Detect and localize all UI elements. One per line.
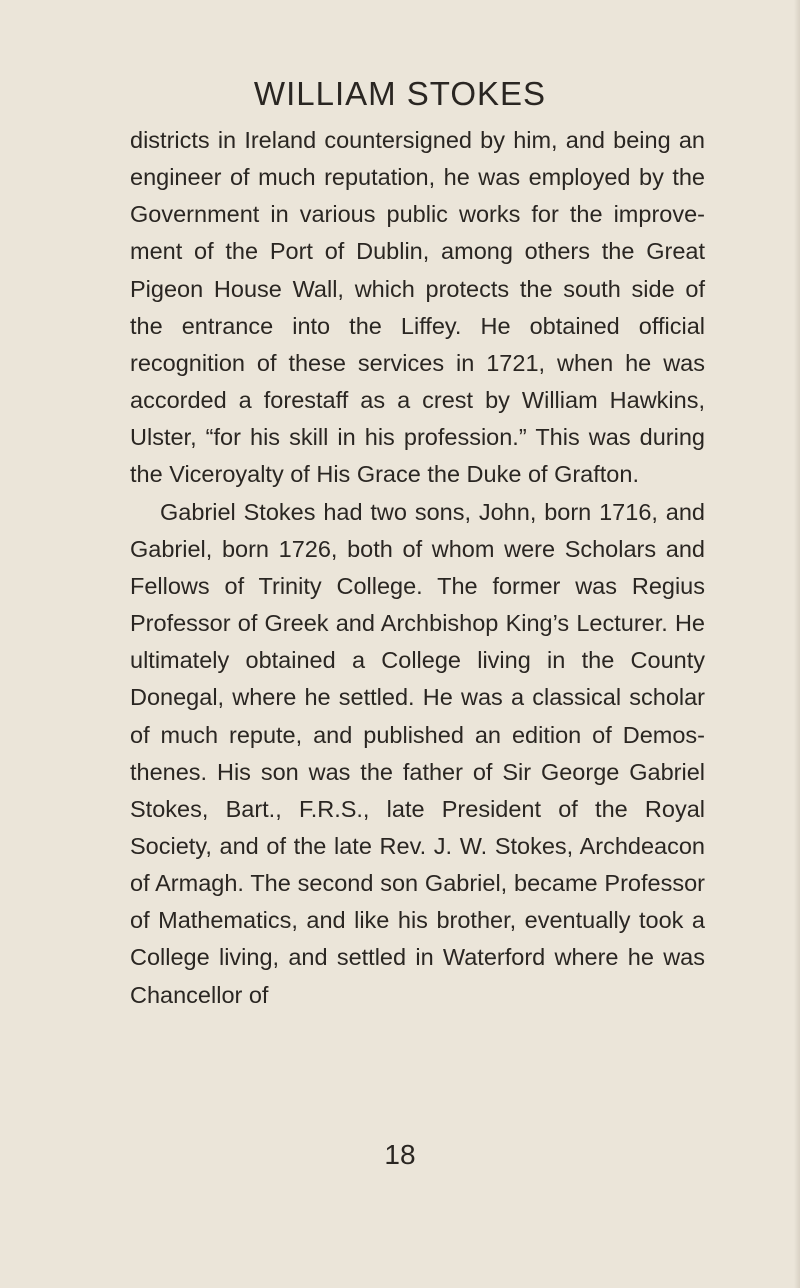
page-number: 18 (384, 1139, 416, 1170)
page-edge-shadow (794, 0, 800, 1288)
running-head: WILLIAM STOKES (253, 75, 547, 112)
body-text (130, 122, 705, 1014)
paragraph-1: districts in Ireland countersigned by him, and being an engineer of much reputation, he was employed by the Government in various public works for the improve-ment of the Port of Dublin, among others the Great Pigeon House Wall, which protects the south side of the entrance into the Liffey. He obtained official recognition of these services in 1721, when he was accorded a forestaff as a crest by William Hawkins, Ulster, “for his skill in his profession.” This was during the Viceroyalty of His Grace the Duke of Grafton. (130, 127, 705, 488)
paragraph-2: Gabriel Stokes had two sons, John, born 1716, and Gabriel, born 1726, both of whom were Scholars and Fellows of Trinity College. The former was Regius Professor of Greek and Archbishop King’s Lecturer. He ultimately obtained a College living in the County Donegal, where he settled. He was a classical scholar of much repute, and published an edition of Demos-thenes. His son was the father of Sir George Gabriel Stokes, Bart., F.R.S., late President of the Royal Society, and of the late Rev. J. W. Stokes, Archdeacon of Armagh. The second son Gabriel, became Professor of Mathematics, and like his brother, eventually took a College living, and settled in Waterford where he was Chancellor of (130, 498, 705, 1008)
